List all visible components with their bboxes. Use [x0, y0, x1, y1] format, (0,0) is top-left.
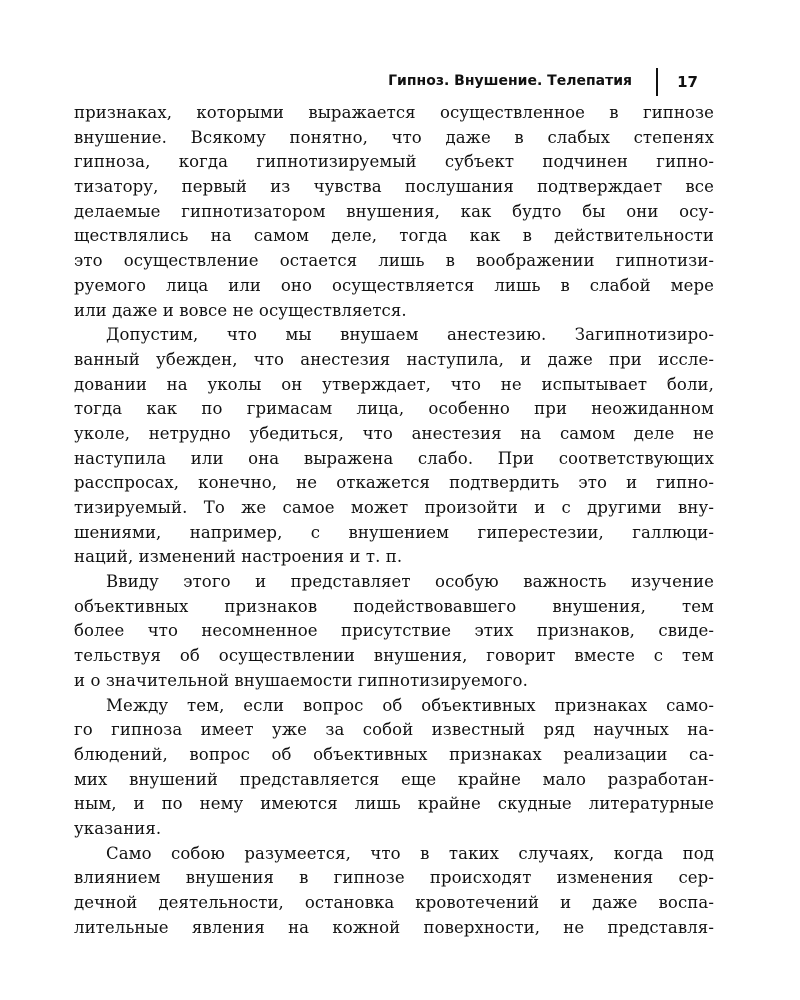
- text-line: довании на уколы он утверждает, что не испытывает боли,: [74, 374, 714, 394]
- text-line: ществлялись на самом деле, тогда как в действительности: [74, 226, 714, 246]
- text-line: признаках, которыми выражается осуществленное в гипнозе: [74, 103, 714, 122]
- text-line: указания.: [74, 818, 162, 838]
- text-line: уколе, нетрудно убедиться, что анестезия на самом деле не: [74, 423, 714, 443]
- paragraph: [74, 101, 714, 323]
- text-line: тогда как по гримасам лица, особенно при неожиданном: [74, 399, 714, 419]
- paragraph: [74, 842, 714, 941]
- running-header: [74, 68, 720, 96]
- text-line: шениями, например, с внушением гиперестезии, галлюци-: [74, 522, 714, 542]
- text-line: Между тем, если вопрос об объективных признаках само-: [106, 695, 714, 715]
- text-line: внушение. Всякому понятно, что даже в слабых степенях: [74, 127, 714, 147]
- text-line: тельствуя об осуществлении внушения, говорит вместе с тем: [74, 646, 714, 666]
- text-line: ванный убежден, что анестезия наступила, и даже при иссле-: [74, 349, 714, 369]
- text-line: блюдений, вопрос об объективных признаках реализации са-: [74, 744, 714, 764]
- text-line: объективных признаков подействовавшего внушения, тем: [74, 596, 714, 616]
- text-line: дечной деятельности, остановка кровотечений и даже воспа-: [74, 893, 714, 912]
- text-line: делаемые гипнотизатором внушения, как будто бы они осу-: [74, 201, 714, 221]
- paragraph: [74, 323, 714, 570]
- body-text: [74, 101, 714, 940]
- text-line: го гипноза имеет уже за собой известный ряд научных на-: [74, 720, 714, 740]
- text-line: и о значительной внушаемости гипнотизируемого.: [74, 670, 528, 690]
- text-line: наступила или она выражена слабо. При соответствующих: [74, 448, 714, 468]
- text-line: наций, изменений настроения и т. п.: [74, 547, 403, 567]
- text-line: руемого лица или оно осуществляется лишь в слабой мере: [74, 275, 714, 295]
- text-line: Само собою разумеется, что в таких случаях, когда под: [106, 843, 714, 863]
- page-number: 17: [677, 73, 698, 91]
- text-line: Допустим, что мы внушаем анестезию. Загипнотизиро-: [106, 325, 714, 345]
- text-line: Ввиду этого и представляет особую важность изучение: [106, 572, 714, 592]
- paragraph: [74, 694, 714, 842]
- text-line: более что несомненное присутствие этих признаков, свиде-: [74, 621, 714, 641]
- text-line: расспросах, конечно, не откажется подтвердить это и гипно-: [74, 473, 714, 493]
- text-line: или даже и вовсе не осуществляется.: [74, 300, 407, 320]
- paragraph: [74, 570, 714, 693]
- text-line: гипноза, когда гипнотизируемый субъект подчинен гипно-: [74, 152, 714, 172]
- header-divider: [656, 68, 658, 96]
- text-line: тизатору, первый из чувства послушания подтверждает все: [74, 177, 714, 197]
- text-line: мих внушений представляется еще крайне мало разработан-: [74, 769, 714, 789]
- text-line: влиянием внушения в гипнозе происходят изменения сер-: [74, 868, 714, 888]
- text-line: лительные явления на кожной поверхности, не представля-: [74, 917, 714, 937]
- text-line: это осуществление остается лишь в воображении гипнотизи-: [74, 251, 714, 271]
- text-line: тизируемый. То же самое может произойти и с другими вну-: [74, 498, 714, 517]
- running-title: Гипноз. Внушение. Телепатия: [388, 73, 632, 89]
- text-line: ным, и по нему имеются лишь крайне скудные литературные: [74, 794, 714, 814]
